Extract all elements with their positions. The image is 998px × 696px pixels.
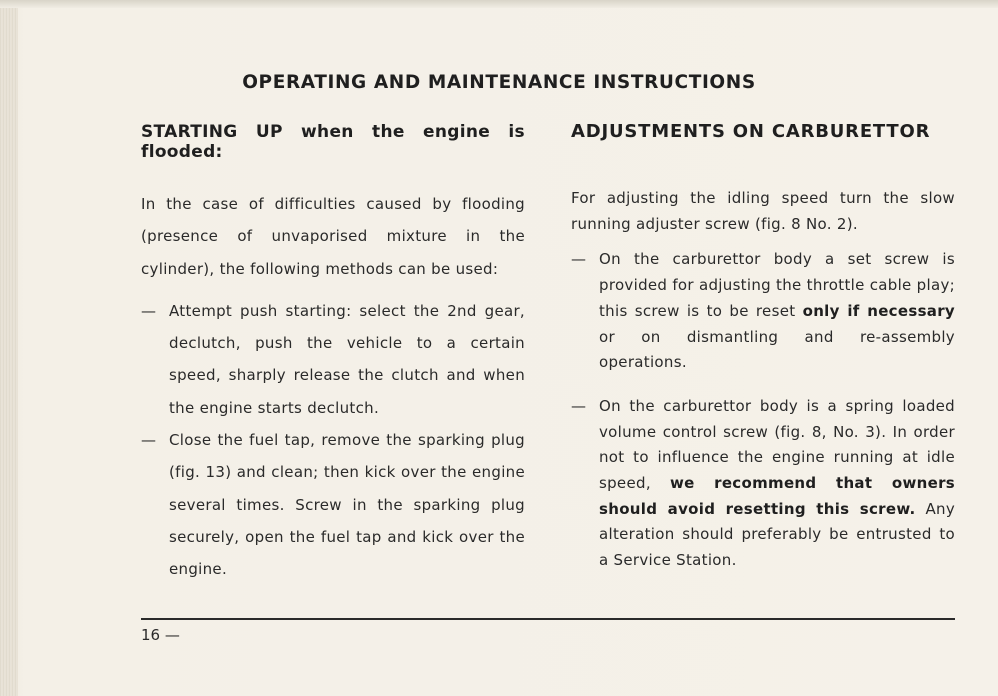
page-stack-edge: [0, 0, 18, 696]
set-screw-text-start: On the carburettor body a set screw is provided for adjusting the throttle cable play; this screw is to be reset: [599, 250, 955, 320]
heading-word-when: when: [301, 122, 354, 142]
heading-word-the: the: [372, 122, 405, 142]
heading-word-engine: engine: [423, 122, 491, 142]
starting-up-heading-line-2: flooded:: [141, 142, 223, 162]
footer-rule: [141, 618, 955, 620]
starting-methods-list: [141, 295, 525, 586]
list-item: [571, 394, 955, 574]
right-body: [571, 186, 955, 574]
heading-word-up: UP: [255, 122, 283, 142]
left-body: [141, 188, 525, 586]
list-dash: —: [571, 396, 587, 415]
volume-control-text-end: Any alteration should preferably be entrusted to a Service Station.: [599, 499, 955, 570]
set-screw-emphasis: only if necessary: [802, 301, 955, 320]
page-number: 16 —: [141, 626, 180, 644]
list-item: [141, 424, 525, 585]
volume-control-text-start: On the carburettor body is a spring loaded volume control screw (fig. 8, No. 3). In order not to influence the engine running at idle speed,: [599, 396, 955, 493]
right-column: [571, 122, 955, 574]
starting-up-heading: [141, 122, 525, 162]
heading-word-starting: STARTING: [141, 122, 238, 142]
set-screw-text: [599, 247, 955, 376]
volume-control-text: [599, 394, 955, 574]
list-dash: —: [141, 431, 157, 450]
carburettor-heading: ADJUSTMENTS ON CARBURETTOR: [571, 121, 931, 142]
page-title: OPERATING AND MAINTENANCE INSTRUCTIONS: [242, 72, 756, 93]
flooding-intro-paragraph: In the case of difficulties caused by flooding (presence of unvaporised mixture in the cylinder), the following methods can be used:: [141, 195, 525, 278]
list-item: [141, 295, 525, 424]
set-screw-text-end: or on dismantling and re-assembly operations.: [599, 327, 955, 372]
list-dash: —: [571, 250, 587, 269]
list-dash: —: [141, 301, 157, 320]
left-column: [141, 122, 525, 586]
sparking-plug-text: Close the fuel tap, remove the sparking plug (fig. 13) and clean; then kick over the engine several times. Screw in the sparking plug securely, open the fuel tap and kick over the engine.: [169, 431, 525, 579]
push-starting-text: Attempt push starting: select the 2nd gear, declutch, push the vehicle to a certain speed, sharply release the clutch and when the engine starts declutch.: [169, 301, 525, 417]
starting-up-heading-line-1: [141, 122, 525, 142]
list-item: [571, 247, 955, 376]
page-top-edge: [0, 0, 998, 8]
idling-speed-paragraph: For adjusting the idling speed turn the slow running adjuster screw (fig. 8 No. 2).: [571, 189, 955, 233]
heading-word-is: is: [508, 122, 525, 142]
volume-control-emphasis: we recommend that owners should avoid resetting this screw.: [599, 474, 955, 518]
